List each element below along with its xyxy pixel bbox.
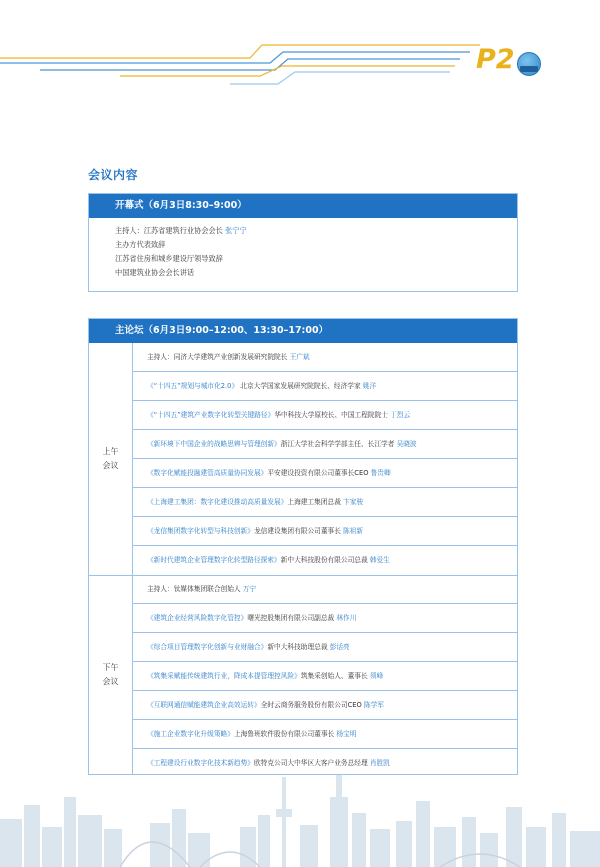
p20-logo [476,44,586,84]
agenda-row [133,633,517,662]
agenda-row [133,401,517,430]
opening-lines [89,218,517,280]
speaker-name: 万宁 [242,585,257,593]
speaker-name: 林作川 [336,614,357,622]
speaker-affiliation: 筑集采创始人、董事长 [300,672,370,680]
speaker-name: 陈学军 [363,701,384,709]
session-label-text: 上午 会议 [102,447,119,470]
agenda-row [133,604,517,633]
agenda-row [133,372,517,401]
host-row [133,343,517,372]
speaker-name: 张宁宁 [225,226,247,235]
logo-text: P2 [476,44,515,75]
talk-title: 《筑集采赋能传统建筑行业，降成本提管理控风险》 [147,672,301,680]
speaker-affiliation: 主持人：同济大学建筑产业创新发展研究院院长 [147,353,290,361]
morning-session [89,343,517,575]
speaker-name: 丁烈云 [390,411,411,419]
speaker-name: 姚洋 [362,382,377,390]
speaker-affiliation: 主持人：钛媒体集团联合创始人 [147,585,243,593]
afternoon-session [89,575,517,775]
speaker-affiliation: 华中科技大学原校长、中国工程院院士 [274,411,391,419]
speaker-name: 鲁贵卿 [370,469,391,477]
talk-title: 《新环境下中国企业的战略思辨与管理创新》 [147,440,281,448]
agenda-row [133,488,517,517]
speaker-affiliation: 新中大科技股份有限公司总裁 [280,556,370,564]
main-forum-header: 主论坛（6月3日9:00–12:00、13:30–17:00） [89,319,517,343]
globe-city-icon [517,52,541,76]
agenda-row [133,691,517,720]
session-label-text: 下午 会议 [102,663,119,686]
speaker-name: 陈祖新 [343,527,364,535]
opening-line: 主持人：江苏省建筑行业协会会长 张宁宁 [115,226,247,235]
speaker-affiliation: 上海建工集团总裁 [287,498,344,506]
talk-title: 《新时代建筑企业管理数字化转型路径探索》 [147,556,281,564]
agenda-row [133,517,517,546]
speaker-name: 王广斌 [289,353,310,361]
talk-title: 《“十四五”建筑产业数字化转型关键路径》 [147,411,275,419]
speaker-name: 吴晓波 [396,440,417,448]
speaker-name: 须峰 [369,672,384,680]
opening-line: 中国建筑业协会会长讲话 [115,268,195,277]
speaker-affiliation: 上海鲁班软件股份有限公司董事长 [233,730,337,738]
talk-title: 《龙信集团数字化转型与科技创新》 [147,527,254,535]
speaker-name: 杨宝明 [336,730,357,738]
speaker-affiliation: 平安建设投资有限公司董事长CEO [267,469,371,477]
speaker-name: 肖胜凯 [369,759,390,767]
speaker-name: 卞家骏 [343,498,364,506]
talk-title: 《施工企业数字化升级策略》 [147,730,234,738]
main-forum-box [88,318,518,775]
speaker-affiliation: 全时云商务服务股份有限公司CEO [260,701,364,709]
opening-line: 江苏省住房和城乡建设厅领导致辞 [115,254,223,263]
agenda-row [133,720,517,749]
host-row [133,575,517,604]
speaker-name: 韩爱生 [369,556,390,564]
opening-header: 开幕式（6月3日8:30–9:00） [89,194,517,218]
speaker-name: 彭话亮 [329,643,350,651]
talk-title: 《数字化赋能投融建管高质量协同发展》 [147,469,268,477]
speaker-affiliation: 北京大学国家发展研究院院长、经济学家 [238,382,363,390]
talk-title: 《互联网通信赋能建筑企业高效运转》 [147,701,261,709]
opening-line: 主办方代表致辞 [115,240,166,249]
section-title: 会议内容 [88,168,139,182]
afternoon-session-label [89,575,133,775]
agenda-row [133,546,517,575]
talk-title: 《“十四五”规划与城市化2.0》 [147,382,239,390]
talk-title: 《综合项目管理数字化创新与业财融合》 [147,643,268,651]
opening-ceremony-box [88,193,518,292]
talk-title: 《工程建设行业数字化技术新趋势》 [147,759,254,767]
speaker-affiliation: 龙信建设集团有限公司董事长 [254,527,344,535]
agenda-row [133,459,517,488]
speaker-affiliation: 欧特克公司大中华区大客户业务总经理 [254,759,370,767]
agenda-row [133,662,517,691]
speaker-affiliation: 新中大科技助理总裁 [267,643,330,651]
talk-title: 《建筑企业经营风险数字化管控》 [147,614,248,622]
morning-session-label [89,343,133,575]
speaker-affiliation: 曙光控股集团有限公司副总裁 [247,614,337,622]
agenda-row [133,430,517,459]
speaker-affiliation: 浙江大学社会科学学部主任、长江学者 [280,440,397,448]
talk-title: 《上海建工集团：数字化建设推动高质量发展》 [147,498,288,506]
city-skyline-illustration [0,757,600,867]
